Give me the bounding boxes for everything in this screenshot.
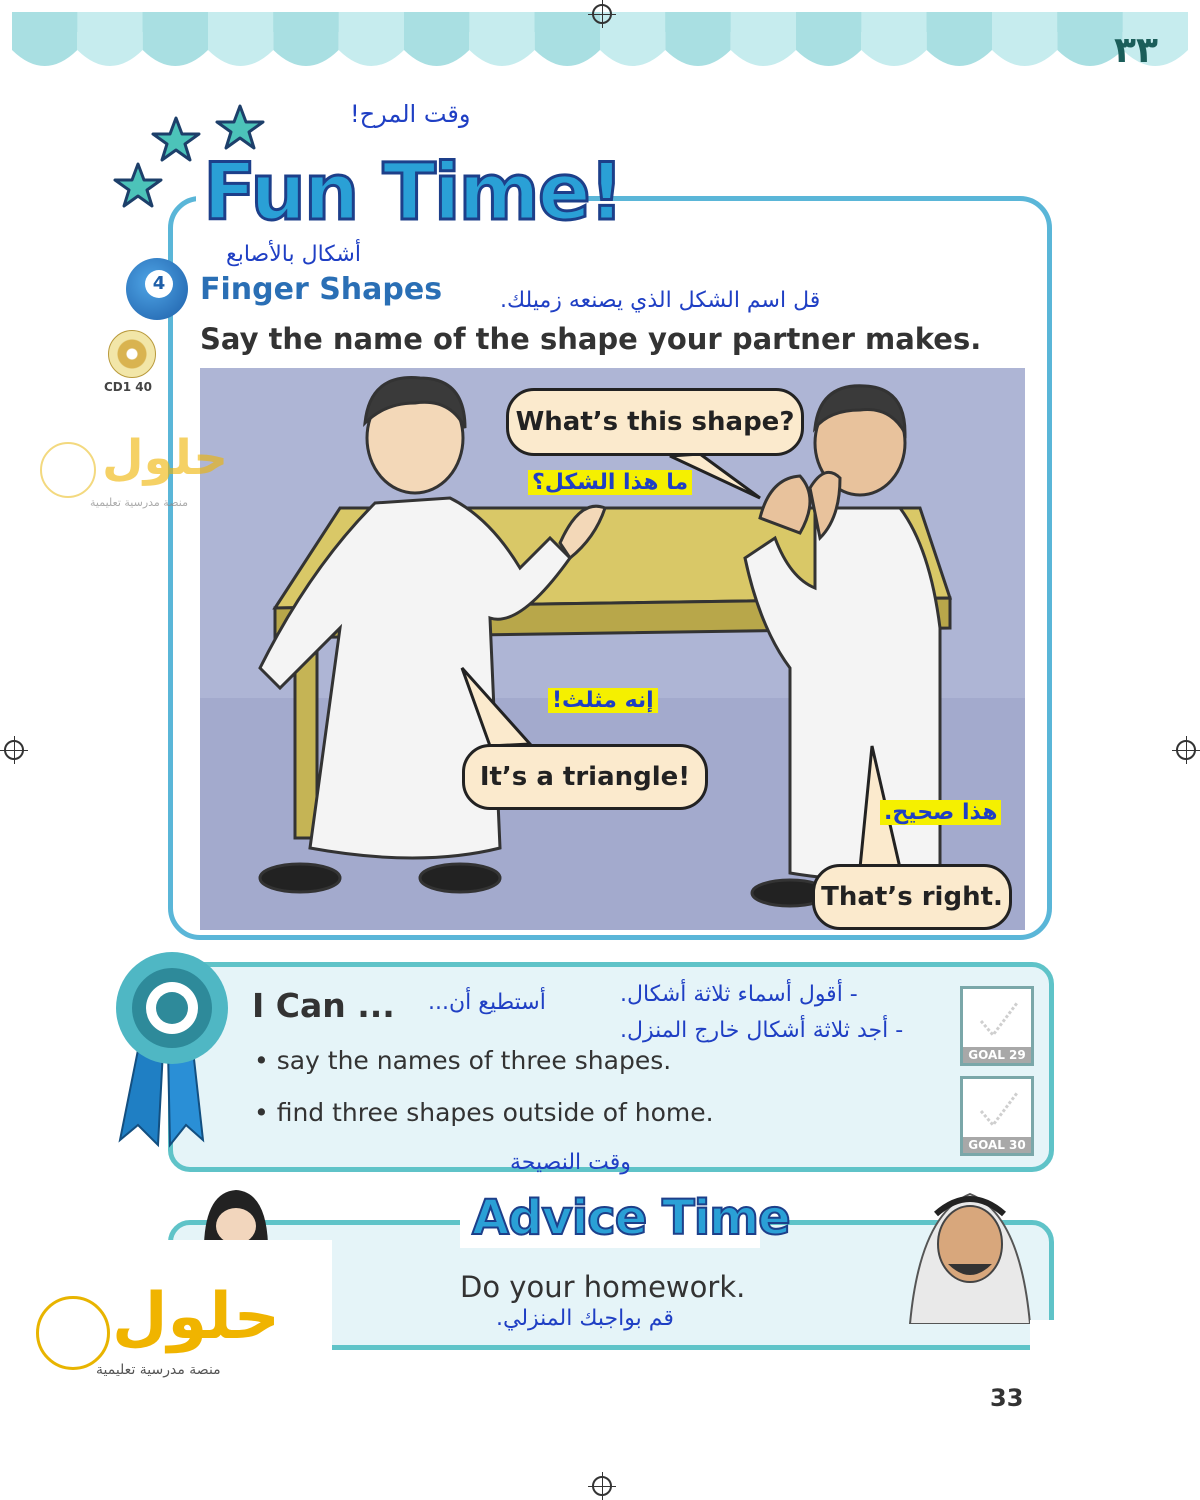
instruction: Say the name of the shape your partner makes.	[200, 322, 982, 356]
teacher-avatar	[196, 1184, 276, 1244]
registration-mark-top	[592, 4, 612, 24]
star-icon	[115, 164, 161, 206]
scallop	[12, 12, 77, 66]
logo-watermark-icon	[40, 442, 96, 498]
speech-arabic-question: ما هذا الشكل؟	[528, 470, 692, 495]
scallop	[208, 12, 273, 66]
registration-mark-bottom	[592, 1476, 612, 1496]
father-avatar	[890, 1174, 1050, 1324]
i-can-item-arabic: - أقول أسماء ثلاثة أشكال.	[620, 982, 858, 1007]
scallop	[992, 12, 1057, 66]
scallop	[273, 12, 338, 66]
instruction-arabic: قل اسم الشكل الذي يصنعه زميلك.	[500, 288, 821, 313]
page-number: 33	[990, 1384, 1024, 1412]
advice-title-arabic: وقت النصيحة	[510, 1150, 631, 1175]
goal-label: GOAL 30	[963, 1137, 1031, 1153]
scallop	[469, 12, 534, 66]
registration-mark-left	[4, 740, 24, 760]
activity-title-arabic: أشكال بالأصابع	[226, 242, 361, 267]
cd-track-label: CD1 40	[104, 380, 152, 394]
scallop	[77, 12, 142, 66]
logo-icon	[36, 1296, 110, 1370]
scallop	[796, 12, 861, 66]
checkmark-icon	[963, 989, 1031, 1047]
advice-text-arabic: قم بواجبك المنزلي.	[496, 1306, 674, 1331]
advice-title: Advice Time	[472, 1190, 790, 1246]
scallop	[1057, 12, 1122, 66]
activity-title: Finger Shapes	[200, 272, 443, 307]
scallop	[339, 12, 404, 66]
i-can-title-arabic: أستطيع أن...	[428, 990, 546, 1015]
scallop	[535, 12, 600, 66]
scallop	[665, 12, 730, 66]
ribbon-badge-icon	[108, 950, 238, 1150]
i-can-item-arabic: - أجد ثلاثة أشكال خارج المنزل.	[620, 1018, 904, 1043]
scallop	[404, 12, 469, 66]
scallop	[731, 12, 796, 66]
star-icon	[153, 118, 199, 160]
cd-icon[interactable]	[108, 330, 156, 378]
logo-watermark: حلول	[102, 430, 228, 486]
i-can-item: • find three shapes outside of home.	[254, 1098, 714, 1127]
star-icon	[217, 106, 263, 148]
goal-checkbox[interactable]	[960, 986, 1034, 1066]
logo-tagline: منصة مدرسية تعليمية	[96, 1362, 221, 1378]
i-can-item: • say the names of three shapes.	[254, 1046, 672, 1075]
goal-checkbox[interactable]	[960, 1076, 1034, 1156]
step-number: 4	[145, 270, 173, 298]
scallop	[927, 12, 992, 66]
i-can-title: I Can ...	[252, 986, 395, 1025]
speech-bubble-question: What’s this shape?	[506, 388, 804, 456]
scallop	[861, 12, 926, 66]
logo: حلول	[112, 1280, 280, 1354]
speech-arabic-answer: إنه مثلث!	[548, 688, 658, 713]
scallop	[143, 12, 208, 66]
advice-text: Do your homework.	[460, 1270, 746, 1304]
fun-time-title: Fun Time!	[203, 148, 623, 238]
page-number-arabic: ٣٣	[1114, 30, 1158, 71]
speech-arabic-confirm: هذا صحيح.	[880, 800, 1001, 825]
checkmark-icon	[963, 1079, 1031, 1137]
fun-time-title-arabic: وقت المرح!	[350, 100, 471, 128]
logo-watermark-tagline: منصة مدرسية تعليمية	[90, 496, 188, 509]
registration-mark-right	[1176, 740, 1196, 760]
speech-bubble-confirm: That’s right.	[812, 864, 1012, 930]
goal-label: GOAL 29	[963, 1047, 1031, 1063]
speech-bubble-answer: It’s a triangle!	[462, 744, 708, 810]
